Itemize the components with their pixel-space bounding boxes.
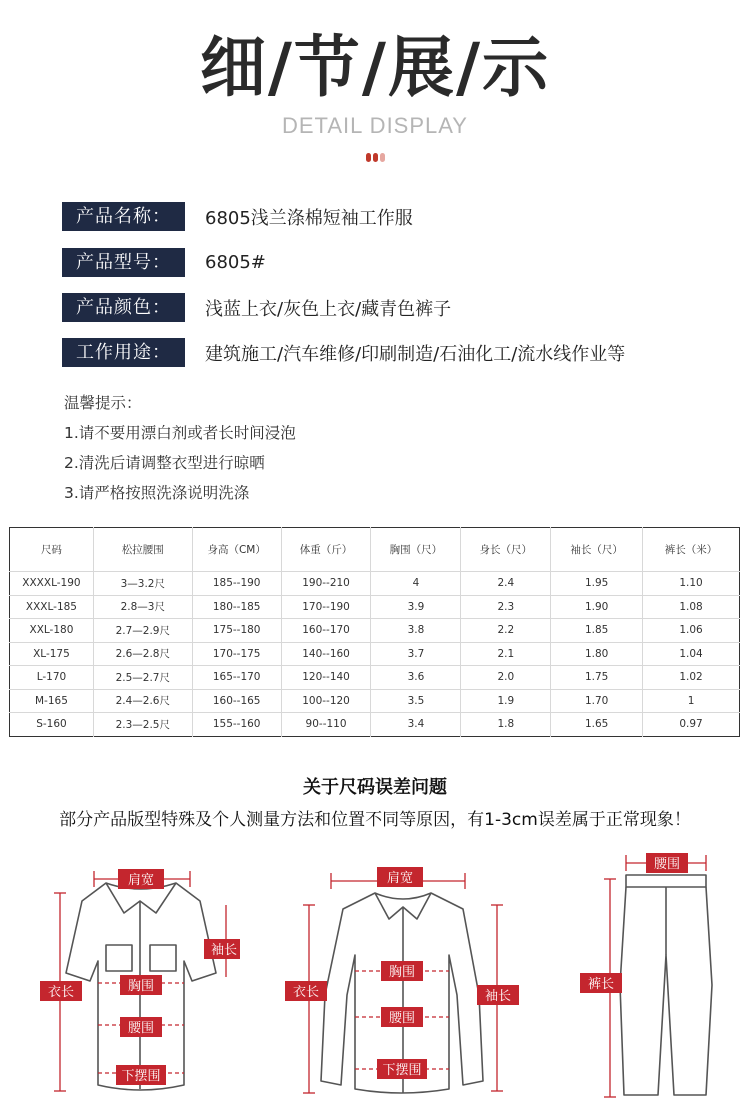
label-body-length: 衣长 (292, 985, 320, 1000)
label-waist: 腰围 (388, 1011, 416, 1026)
table-cell: 90--110 (281, 713, 371, 737)
decorative-dots (366, 153, 385, 162)
size-error-text: 部分产品版型特殊及个人测量方法和位置不同等原因，有1-3cm误差属于正常现象！ (59, 810, 691, 830)
table-cell: 1.04 (643, 642, 740, 666)
table-cell: 4 (371, 572, 461, 596)
info-row-model (62, 248, 722, 277)
table-cell: 1.10 (643, 572, 740, 596)
table-cell: 3.7 (371, 642, 461, 666)
info-row-color (62, 293, 722, 322)
table-row (10, 689, 740, 713)
left-pocket (106, 945, 132, 971)
info-value: 浅蓝上衣/灰色上衣/藏青色裤子 (205, 298, 452, 320)
table-cell: 2.4 (461, 572, 551, 596)
table-cell: L-170 (10, 666, 94, 690)
table-cell: 2.4—2.6尺 (93, 689, 192, 713)
table-cell: 0.97 (679, 718, 703, 731)
table-row (10, 572, 740, 596)
table-cell: 3.6 (371, 666, 461, 690)
info-row-name (62, 202, 722, 231)
table-cell: 185--190 (192, 572, 281, 596)
table-cell: 2.0 (461, 666, 551, 690)
table-cell: 身长（尺） (461, 528, 551, 572)
table-cell: M-165 (10, 689, 94, 713)
table-cell: 1 (643, 689, 740, 713)
info-value: 6805# (205, 252, 266, 273)
table-cell: 1.85 (551, 619, 643, 643)
table-cell: 1.06 (643, 619, 740, 643)
label-sleeve: 袖长 (210, 943, 238, 958)
table-cell: 160--165 (192, 689, 281, 713)
label-chest: 胸围 (127, 979, 155, 994)
table-cell: 2.2 (461, 619, 551, 643)
table-cell: 袖长（尺） (551, 528, 643, 572)
table-cell: 2.7—2.9尺 (93, 619, 192, 643)
table-cell: 3.4 (371, 713, 461, 737)
table-cell: 3.5 (371, 689, 461, 713)
table-row (10, 642, 740, 666)
table-cell: S-160 (10, 713, 94, 737)
table-row (10, 595, 740, 619)
table-cell: XXXL-185 (10, 595, 94, 619)
table-cell: 1.80 (551, 642, 643, 666)
info-label: 产品名称： (62, 202, 185, 231)
table-cell: 170--175 (192, 642, 281, 666)
table-cell: 1.08 (643, 595, 740, 619)
care-tips (64, 392, 296, 512)
table-cell: 2.8—3尺 (93, 595, 192, 619)
page-subtitle: DETAIL DISPLAY (282, 113, 468, 138)
table-cell: 裤长（米） (643, 528, 740, 572)
dot-1 (366, 153, 371, 162)
size-table (9, 527, 740, 737)
dot-2 (373, 153, 378, 162)
tip-item: 1.请不要用漂白剂或者长时间浸泡 (64, 424, 296, 442)
table-cell: 1.65 (551, 713, 643, 737)
dot-3 (380, 153, 385, 162)
table-cell: 175--180 (192, 619, 281, 643)
table-cell: 松拉腰围 (93, 528, 192, 572)
table-cell: 170--190 (281, 595, 371, 619)
label-hem: 下摆围 (121, 1069, 161, 1084)
table-cell: 1.02 (643, 666, 740, 690)
short-sleeve-shirt-figure (40, 845, 240, 1105)
label-pants-waist: 腰围 (653, 857, 681, 872)
table-cell: 1.75 (551, 666, 643, 690)
table-cell: 180--185 (192, 595, 281, 619)
table-row (10, 713, 740, 737)
label-shoulder: 肩宽 (386, 871, 414, 886)
right-pocket (150, 945, 176, 971)
label-chest: 胸围 (388, 965, 416, 980)
table-cell: XXL-180 (10, 619, 94, 643)
table-row (10, 619, 740, 643)
pants-figure (570, 845, 730, 1105)
page-title: 细/节/展/示 (199, 29, 551, 106)
table-cell: 100--120 (281, 689, 371, 713)
info-value: 建筑施工/汽车维修/印刷制造/石油化工/流水线作业等 (205, 343, 626, 365)
table-cell: 2.5—2.7尺 (93, 666, 192, 690)
table-cell: 2.1 (461, 642, 551, 666)
table-cell: 1.95 (551, 572, 643, 596)
table-cell: 190--210 (281, 572, 371, 596)
table-cell: 140--160 (281, 642, 371, 666)
table-cell: 2.3—2.5尺 (93, 713, 192, 737)
table-cell: 1.9 (461, 689, 551, 713)
table-cell: XXXXL-190 (10, 572, 94, 596)
label-shoulder: 肩宽 (127, 873, 155, 888)
table-cell: 120--140 (281, 666, 371, 690)
info-value: 6805浅兰涤棉短袖工作服 (205, 207, 413, 229)
long-sleeve-shirt-figure (285, 845, 525, 1105)
table-row (10, 666, 740, 690)
tip-item: 2.清洗后请调整衣型进行晾晒 (64, 454, 265, 472)
table-cell: 3.8 (371, 619, 461, 643)
table-cell: 身高（CM） (192, 528, 281, 572)
label-body-length: 衣长 (47, 985, 75, 1000)
table-cell: 体重（斤） (281, 528, 371, 572)
info-label: 产品颜色： (62, 293, 185, 322)
info-label: 产品型号： (62, 248, 185, 277)
table-cell: 1.90 (551, 595, 643, 619)
info-row-usage (62, 338, 722, 367)
waistband (626, 875, 706, 887)
info-label: 工作用途： (62, 338, 185, 367)
label-sleeve: 袖长 (484, 989, 512, 1004)
tip-item: 3.请严格按照洗涤说明洗涤 (64, 484, 250, 502)
table-cell: 胸围（尺） (371, 528, 461, 572)
table-cell: 2.3 (461, 595, 551, 619)
table-cell: 尺码 (10, 528, 94, 572)
table-cell: 1.8 (461, 713, 551, 737)
table-cell: 1.70 (551, 689, 643, 713)
table-cell: 3.9 (371, 595, 461, 619)
size-error-title: 关于尺码误差问题 (303, 777, 447, 798)
table-cell: 155--160 (192, 713, 281, 737)
table-cell: XL-175 (10, 642, 94, 666)
label-hem: 下摆围 (382, 1063, 422, 1078)
table-cell: 3—3.2尺 (93, 572, 192, 596)
table-cell: 165--170 (192, 666, 281, 690)
table-header-row (10, 528, 740, 572)
table-cell: 160--170 (281, 619, 371, 643)
label-waist: 腰围 (127, 1021, 155, 1036)
table-cell: 2.6—2.8尺 (93, 642, 192, 666)
label-pants-length: 裤长 (587, 977, 615, 992)
tips-heading: 温馨提示： (64, 394, 142, 412)
